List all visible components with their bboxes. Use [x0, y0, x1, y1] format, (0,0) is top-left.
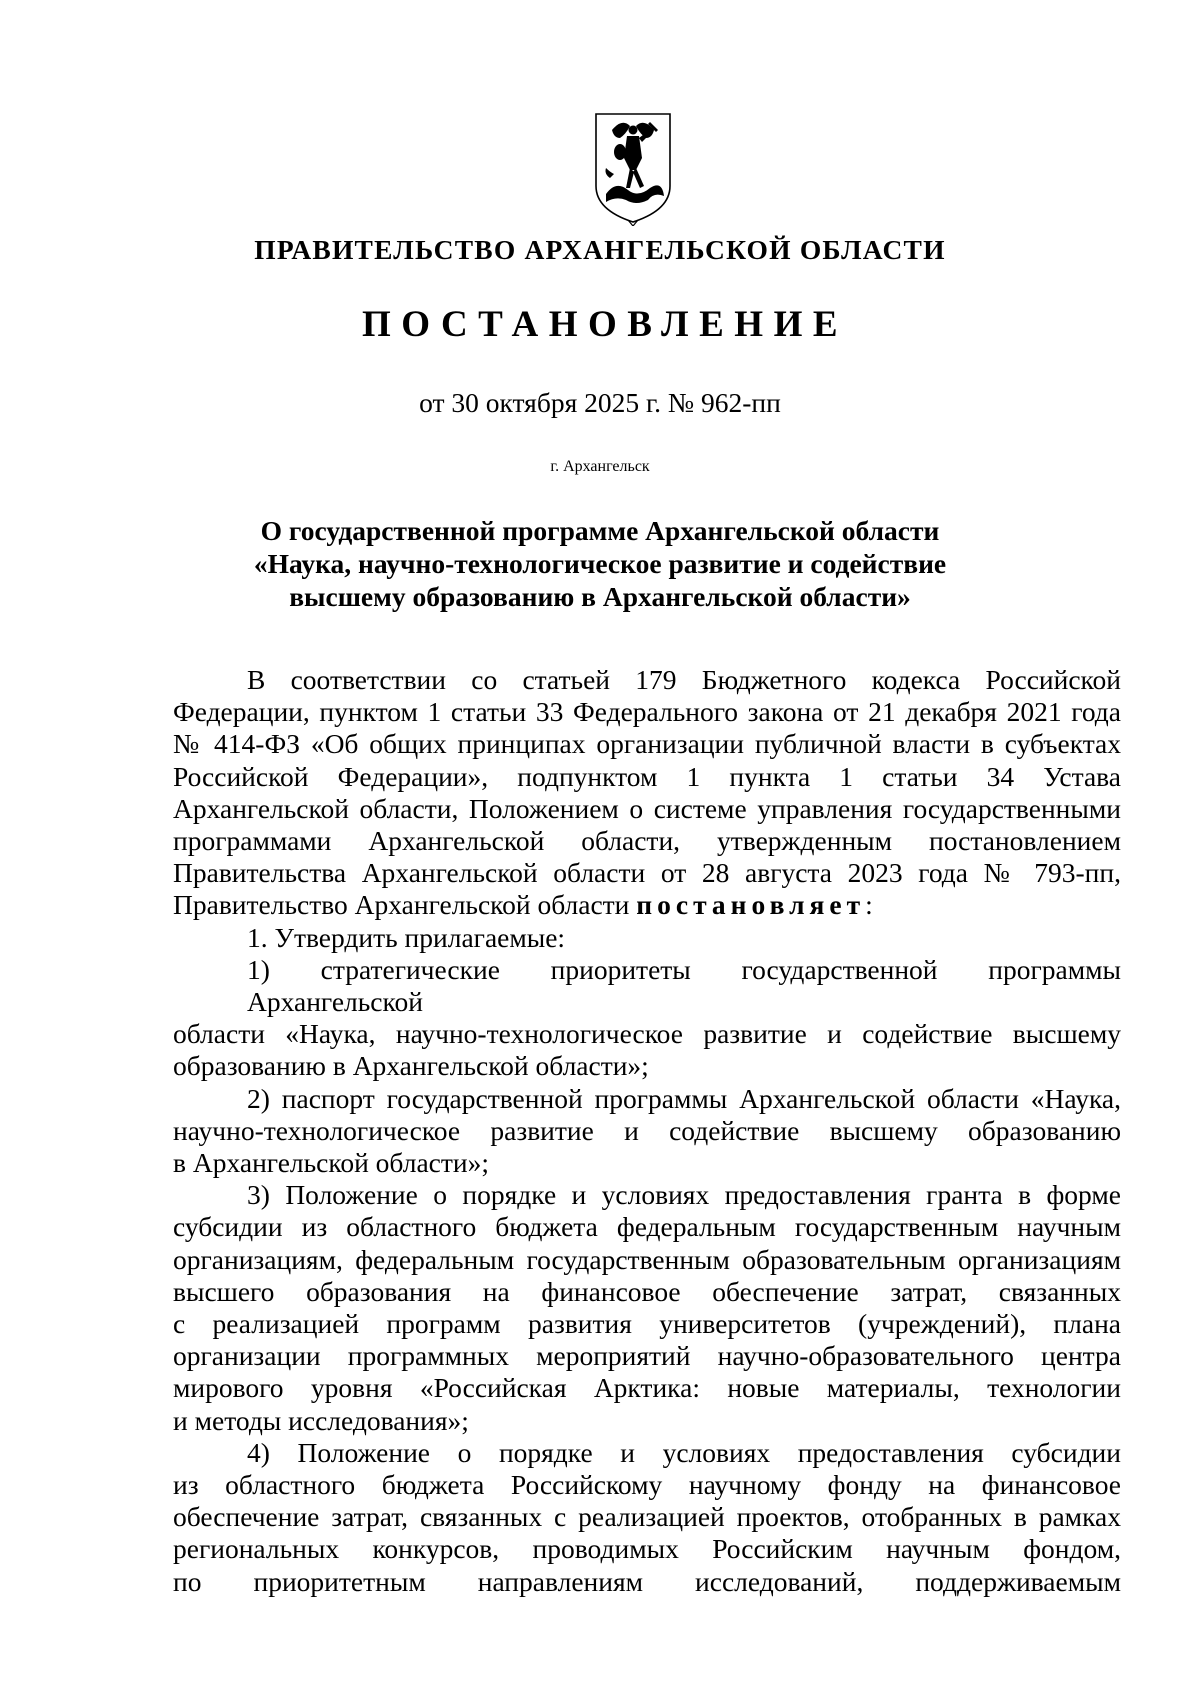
text-line: из областного бюджета Российскому научному фонду на финансовое	[173, 1469, 1121, 1501]
text-line: № 414-ФЗ «Об общих принципах организации публичной власти в субъектах	[173, 728, 1121, 760]
text-line: обеспечение затрат, связанных с реализацией проектов, отобранных в рамках	[173, 1501, 1121, 1533]
text-line: 4) Положение о порядке и условиях предоставления субсидии	[247, 1436, 1121, 1468]
text-line: региональных конкурсов, проводимых Российским научным фондом,	[173, 1533, 1121, 1565]
text-fragment: :	[865, 889, 873, 921]
subitem-3	[173, 1179, 1121, 1437]
text-line: организациям, федеральным государственным образовательным организациям	[173, 1243, 1121, 1275]
text-line: 1. Утвердить прилагаемые:	[247, 921, 566, 953]
text-line	[173, 889, 1121, 921]
text-line: мирового уровня «Российская Арктика: новые материалы, технологии	[173, 1372, 1121, 1404]
subitem-4	[173, 1437, 1121, 1598]
text-line: в Архангельской области»;	[173, 1147, 489, 1179]
heading-line: высшему образованию в Архангельской области»	[289, 581, 911, 612]
subitem-1	[173, 954, 1121, 1083]
preamble-paragraph	[173, 664, 1121, 922]
text-line: по приоритетным направлениям исследований, поддерживаемым	[173, 1565, 1121, 1597]
text-line: и методы исследования»;	[173, 1404, 469, 1436]
text-line: научно-технологическое развитие и содействие высшему образованию	[173, 1114, 1121, 1146]
text-line: высшего образования на финансовое обеспечение затрат, связанных	[173, 1275, 1121, 1307]
subitem-2	[173, 1083, 1121, 1180]
text-line: организации программных мероприятий научно-образовательного центра	[173, 1340, 1121, 1372]
resolves-word: постановляет	[636, 889, 866, 921]
document-body	[173, 664, 1121, 1598]
text-line: программами Архангельской области, утвержденным постановлением	[173, 825, 1121, 857]
text-line: Правительства Архангельской области от 28 августа 2023 года № 793-пп,	[173, 857, 1121, 889]
text-line: В соответствии со статьей 179 Бюджетного кодекса Российской	[247, 664, 1121, 695]
text-line: Архангельской области, Положением о системе управления государственными	[173, 792, 1121, 824]
coat-of-arms-icon	[592, 108, 674, 226]
text-line: Федерации, пунктом 1 статьи 33 Федерального закона от 21 декабря 2021 года	[173, 696, 1121, 728]
text-fragment: Правительство Архангельской области	[173, 889, 637, 921]
document-date-number: от 30 октября 2025 г. № 962-пп	[419, 387, 781, 418]
text-line: области «Наука, научно-технологическое развитие и содействие высшему	[173, 1018, 1121, 1050]
text-line: Российской Федерации», подпунктом 1 пункта 1 статьи 34 Устава	[173, 760, 1121, 792]
text-line: 1) стратегические приоритеты государственной программы Архангельской	[247, 953, 1121, 1018]
document-type: ПОСТАНОВЛЕНИЕ	[361, 304, 849, 345]
item-1	[173, 922, 1121, 954]
organization-title: ПРАВИТЕЛЬСТВО АРХАНГЕЛЬСКОЙ ОБЛАСТИ	[254, 234, 946, 265]
document-heading	[200, 514, 1000, 613]
text-line: с реализацией программ развития университетов (учреждений), плана	[173, 1308, 1121, 1340]
text-line: 3) Положение о порядке и условиях предоставления гранта в форме	[247, 1179, 1121, 1211]
text-line: образованию в Архангельской области»;	[173, 1050, 649, 1082]
heading-line: «Наука, научно-технологическое развитие и содействие	[253, 548, 947, 579]
document-city: г. Архангельск	[550, 458, 650, 475]
text-line: 2) паспорт государственной программы Архангельской области «Наука,	[247, 1082, 1121, 1114]
heading-line: О государственной программе Архангельской области	[260, 515, 940, 546]
text-line: субсидии из областного бюджета федеральным государственным научным	[173, 1211, 1121, 1243]
